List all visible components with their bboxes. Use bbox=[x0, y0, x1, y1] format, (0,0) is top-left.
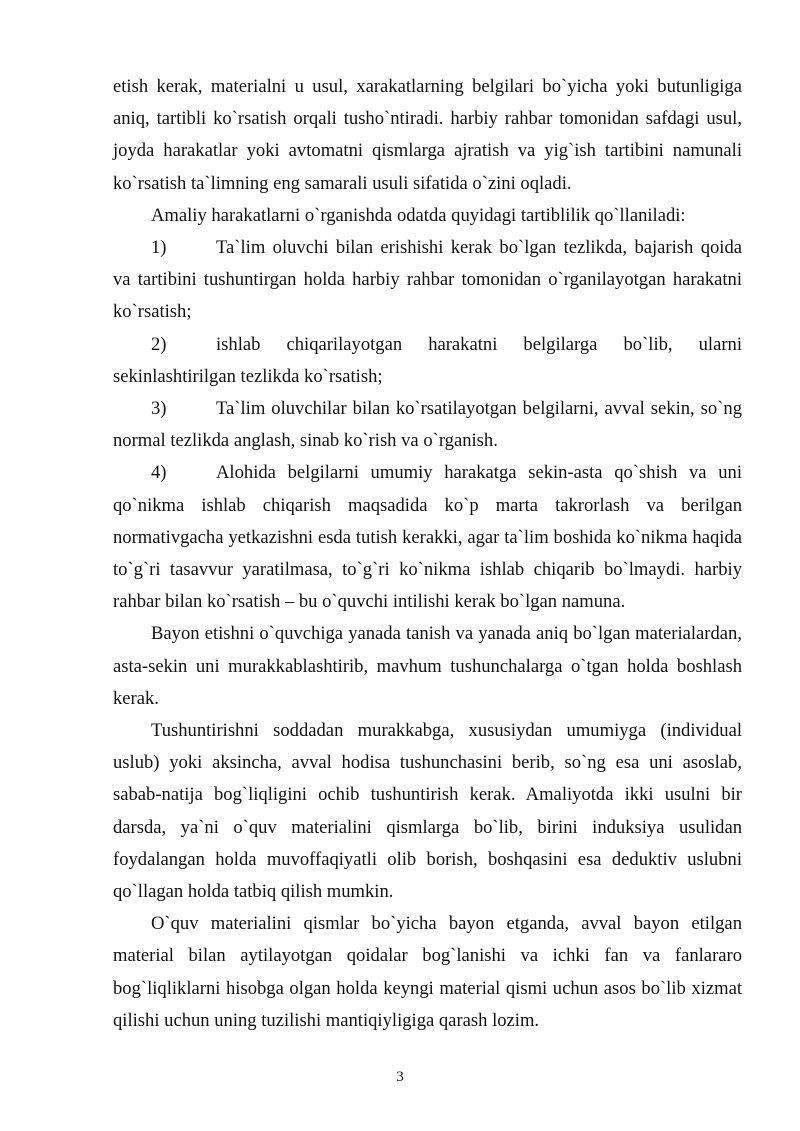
list-item-number: 1) bbox=[151, 237, 167, 259]
paragraph-intro-sequence: Amaliy harakatlarni o`rganishda odatda quyidagi tartiblilik qo`llaniladi: bbox=[151, 204, 686, 226]
page-number: 3 bbox=[396, 1069, 404, 1085]
list-item bbox=[113, 457, 742, 618]
list-item-number: 2) bbox=[151, 333, 167, 355]
list-item-number: 3) bbox=[151, 398, 167, 420]
paragraph-continuation: etish kerak, materialni u usul, xarakatlarning belgilari bo`yicha yoki butunligiga aniq, tartibli ko`rsatish orqali tusho`ntiradi. harbiy rahbar tomonidan safdagi usul, joyda harakatlar yoki avtomatni qismlarga ajratish va yig`ish tartibini namunali ko`rsatish ta`limning eng samarali usuli sifatida o`zini oqladi. bbox=[113, 76, 742, 194]
list-item-text: Ta`lim oluvchi bilan erishishi kerak bo`lgan tezlikda, bajarish qoida va tartibini tushuntirgan holda harbiy rahbar tomonidan o`rganilayotgan harakatni ko`rsatish; bbox=[113, 237, 742, 323]
paragraph-presentation: Bayon etishni o`quvchiga yanada tanish va yanada aniq bo`lgan materialardan, asta-sekin uni murakkablashtirib, mavhum tushunchalarga o`tgan holda boshlash kerak. bbox=[113, 623, 742, 709]
list-item-text: ishlab chiqarilayotgan harakatni belgilarga bo`lib, ularni sekinlashtirilgan tezlikda ko`rsatish; bbox=[113, 333, 742, 387]
list-item bbox=[113, 232, 742, 329]
list-item bbox=[113, 329, 742, 393]
list-item bbox=[113, 393, 742, 457]
list-item-text: Ta`lim oluvchilar bilan ko`rsatilayotgan belgilarni, avval sekin, so`ng normal tezlikda anglash, sinab ko`rish va o`rganish. bbox=[113, 398, 742, 452]
list-item-text: Alohida belgilarni umumiy harakatga sekin-asta qo`shish va uni qo`nikma ishlab chiqarish maqsadida ko`p marta takrorlash va berilgan normativgacha yetkazishni esda tutish kerakki, agar ta`lim boshida ko`nikma haqida to`g`ri tasavvur yaratilmasa, to`g`ri ko`nikma ishlab chiqarib bo`lmaydi. harbiy rahbar bilan ko`rsatish – bu o`quvchi intilishi kerak bo`lgan namuna. bbox=[113, 462, 742, 613]
page-body bbox=[113, 71, 742, 1037]
paragraph-material-parts: O`quv materialini qismlar bo`yicha bayon etganda, avval bayon etilgan material bilan aytilayotgan qoidalar bog`lanishi va ichki fan va fanlararo bog`liqliklarni hisobga olgan holda keyngi material qismi uchun asos bo`lib xizmat qilishi uchun uning tuzilishi mantiqiyligiga qarash lozim. bbox=[113, 913, 742, 1031]
paragraph-explanation: Tushuntirishni soddadan murakkabga, xususiydan umumiyga (individual uslub) yoki aksincha, avval hodisa tushunchasini berib, so`ng esa uni asoslab, sabab-natija bog`liqligini ochib tushuntirish kerak. Amaliyotda ikki usulni bir darsda, ya`ni o`quv materialini qismlarga bo`lib, birini induksiya usulidan foydalangan holda muvoffaqiyatli olib borish, boshqasini esa deduktiv uslubni qo`llagan holda tatbiq qilish mumkin. bbox=[113, 720, 742, 903]
list-item-number: 4) bbox=[151, 462, 167, 484]
